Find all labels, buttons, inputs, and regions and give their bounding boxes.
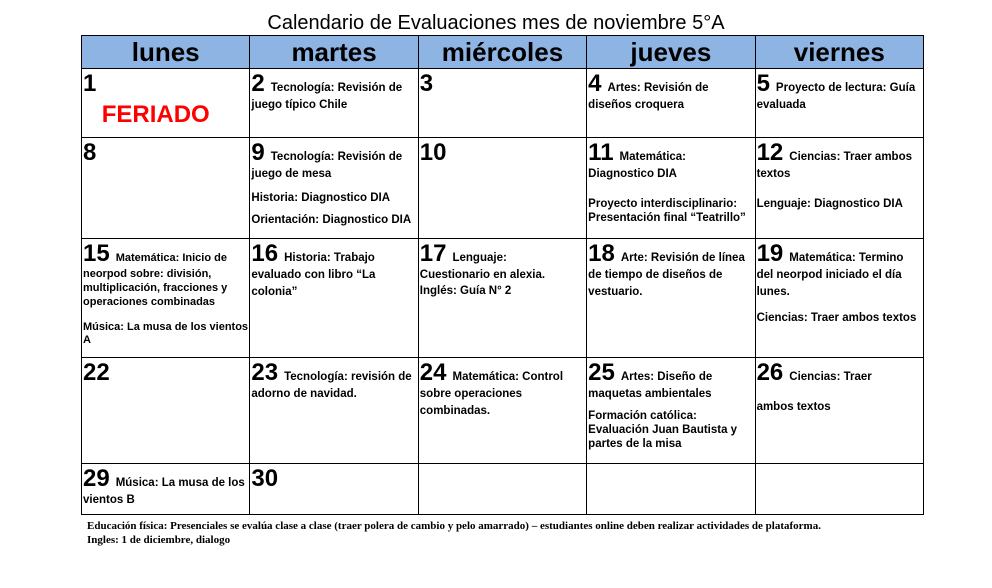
day-cell-18 <box>587 239 755 358</box>
evaluation-text: Matemática: Control sobre operaciones combinadas. <box>419 371 564 417</box>
evaluation-text: Artes: Diseño de maquetas ambientales <box>588 371 713 400</box>
header-viernes: viernes <box>755 36 923 69</box>
day-cell-19 <box>755 239 923 358</box>
day-cell-1 <box>82 69 250 138</box>
day-number: 9 <box>251 139 265 166</box>
week-row <box>82 69 924 138</box>
day-number: 17 <box>419 240 447 267</box>
evaluation-text: Lenguaje: <box>452 252 507 264</box>
day-cell-15 <box>82 239 250 358</box>
day-number: 11 <box>588 139 614 166</box>
day-cell-24 <box>418 358 586 464</box>
evaluation-text: Tecnología: revisión de adorno de navidad. <box>251 371 412 400</box>
day-number: 22 <box>83 359 110 386</box>
evaluation-text: Matemática: Inicio de neorpod sobre: división, multiplicación, fracciones y operaciones combinadas <box>83 252 228 308</box>
evaluation-text: Matemática: Termino del neorpod iniciado el día lunes. <box>756 252 904 298</box>
day-cell-3 <box>418 69 586 138</box>
day-cell-5 <box>755 69 923 138</box>
evaluation-text: ambos textos <box>756 401 831 413</box>
day-number: 12 <box>756 139 784 166</box>
day-cell-11 <box>587 138 755 239</box>
evaluation-text: Lenguaje: Diagnostico DIA <box>756 198 903 210</box>
holiday-label: FERIADO <box>101 101 210 128</box>
day-number: 16 <box>251 240 279 267</box>
day-number: 25 <box>588 359 615 386</box>
evaluation-text: Inglés: Guía N° 2 <box>419 285 512 297</box>
day-number: 19 <box>756 240 784 267</box>
day-cell-22 <box>82 358 250 464</box>
day-number: 3 <box>419 70 434 97</box>
header-row <box>82 36 924 69</box>
day-number: 10 <box>419 139 447 166</box>
day-number: 29 <box>83 465 110 492</box>
footer-note: Ingles: 1 de diciembre, dialogo <box>87 534 231 546</box>
evaluation-text: Cuestionario en alexia. <box>419 269 546 281</box>
evaluation-text: Orientación: Diagnostico DIA <box>251 214 412 226</box>
day-cell-23 <box>250 358 418 464</box>
evaluation-text: Historia: Diagnostico DIA <box>251 192 391 204</box>
day-cell-16 <box>250 239 418 358</box>
evaluation-text: Ciencias: Traer ambos textos <box>756 151 912 180</box>
day-number: 23 <box>251 359 279 386</box>
day-number: 8 <box>83 139 97 166</box>
day-cell-8 <box>82 138 250 239</box>
day-number: 2 <box>251 70 265 97</box>
evaluation-text: Proyecto interdisciplinario: Presentación final “Teatrillo” <box>588 198 746 224</box>
week-row <box>82 358 924 464</box>
evaluation-text: Música: La musa de los vientos A <box>83 321 249 346</box>
header-lunes: lunes <box>82 36 250 69</box>
day-number: 26 <box>756 359 784 386</box>
week-row <box>82 464 924 515</box>
empty-day-cell <box>418 464 586 515</box>
empty-day-cell <box>587 464 755 515</box>
day-number: 4 <box>588 70 602 97</box>
evaluation-text: Tecnología: Revisión de juego típico Chile <box>251 82 403 111</box>
day-cell-26 <box>755 358 923 464</box>
day-number: 30 <box>251 465 279 492</box>
day-cell-9 <box>250 138 418 239</box>
evaluation-text: Formación católica: Evaluación Juan Bautista y partes de la misa <box>588 410 738 450</box>
day-cell-10 <box>418 138 586 239</box>
week-row <box>82 138 924 239</box>
evaluation-calendar <box>81 35 924 515</box>
day-cell-4 <box>587 69 755 138</box>
day-number: 5 <box>756 70 770 97</box>
week-row <box>82 239 924 358</box>
evaluation-text: Música: La musa de los vientos B <box>83 477 245 506</box>
empty-day-cell <box>755 464 923 515</box>
day-cell-30 <box>250 464 418 515</box>
evaluation-text: Proyecto de lectura: Guía evaluada <box>756 82 916 111</box>
evaluation-text: Historia: Trabajo evaluado con libro “La colonia” <box>251 252 376 298</box>
evaluation-text: Arte: Revisión de línea de tiempo de diseños de vestuario. <box>588 252 745 298</box>
day-cell-2 <box>250 69 418 138</box>
day-number: 18 <box>588 240 615 267</box>
day-cell-17 <box>418 239 586 358</box>
page-title: Calendario de Evaluaciones mes de noviembre 5°A <box>267 12 725 34</box>
footer-note: Educación física: Presenciales se evalúa clase a clase (traer polera de cambio y pelo amarrado) – estudiantes online deben realizar actividades de plataforma. <box>87 520 821 532</box>
evaluation-text: Tecnología: Revisión de juego de mesa <box>251 151 403 180</box>
evaluation-text: Artes: Revisión de diseños croquera <box>588 82 709 111</box>
header-miercoles: miércoles <box>418 36 586 69</box>
evaluation-text: Ciencias: Traer ambos textos <box>756 312 917 324</box>
day-cell-25 <box>587 358 755 464</box>
day-cell-29 <box>82 464 250 515</box>
day-cell-12 <box>755 138 923 239</box>
day-number: 24 <box>419 359 447 386</box>
evaluation-text: Matemática: Diagnostico DIA <box>588 151 687 180</box>
footer-notes <box>87 519 947 547</box>
day-number: 15 <box>83 240 110 267</box>
header-jueves: jueves <box>587 36 755 69</box>
day-number: 1 <box>83 70 97 97</box>
evaluation-text: Ciencias: Traer <box>789 371 872 383</box>
header-martes: martes <box>250 36 418 69</box>
